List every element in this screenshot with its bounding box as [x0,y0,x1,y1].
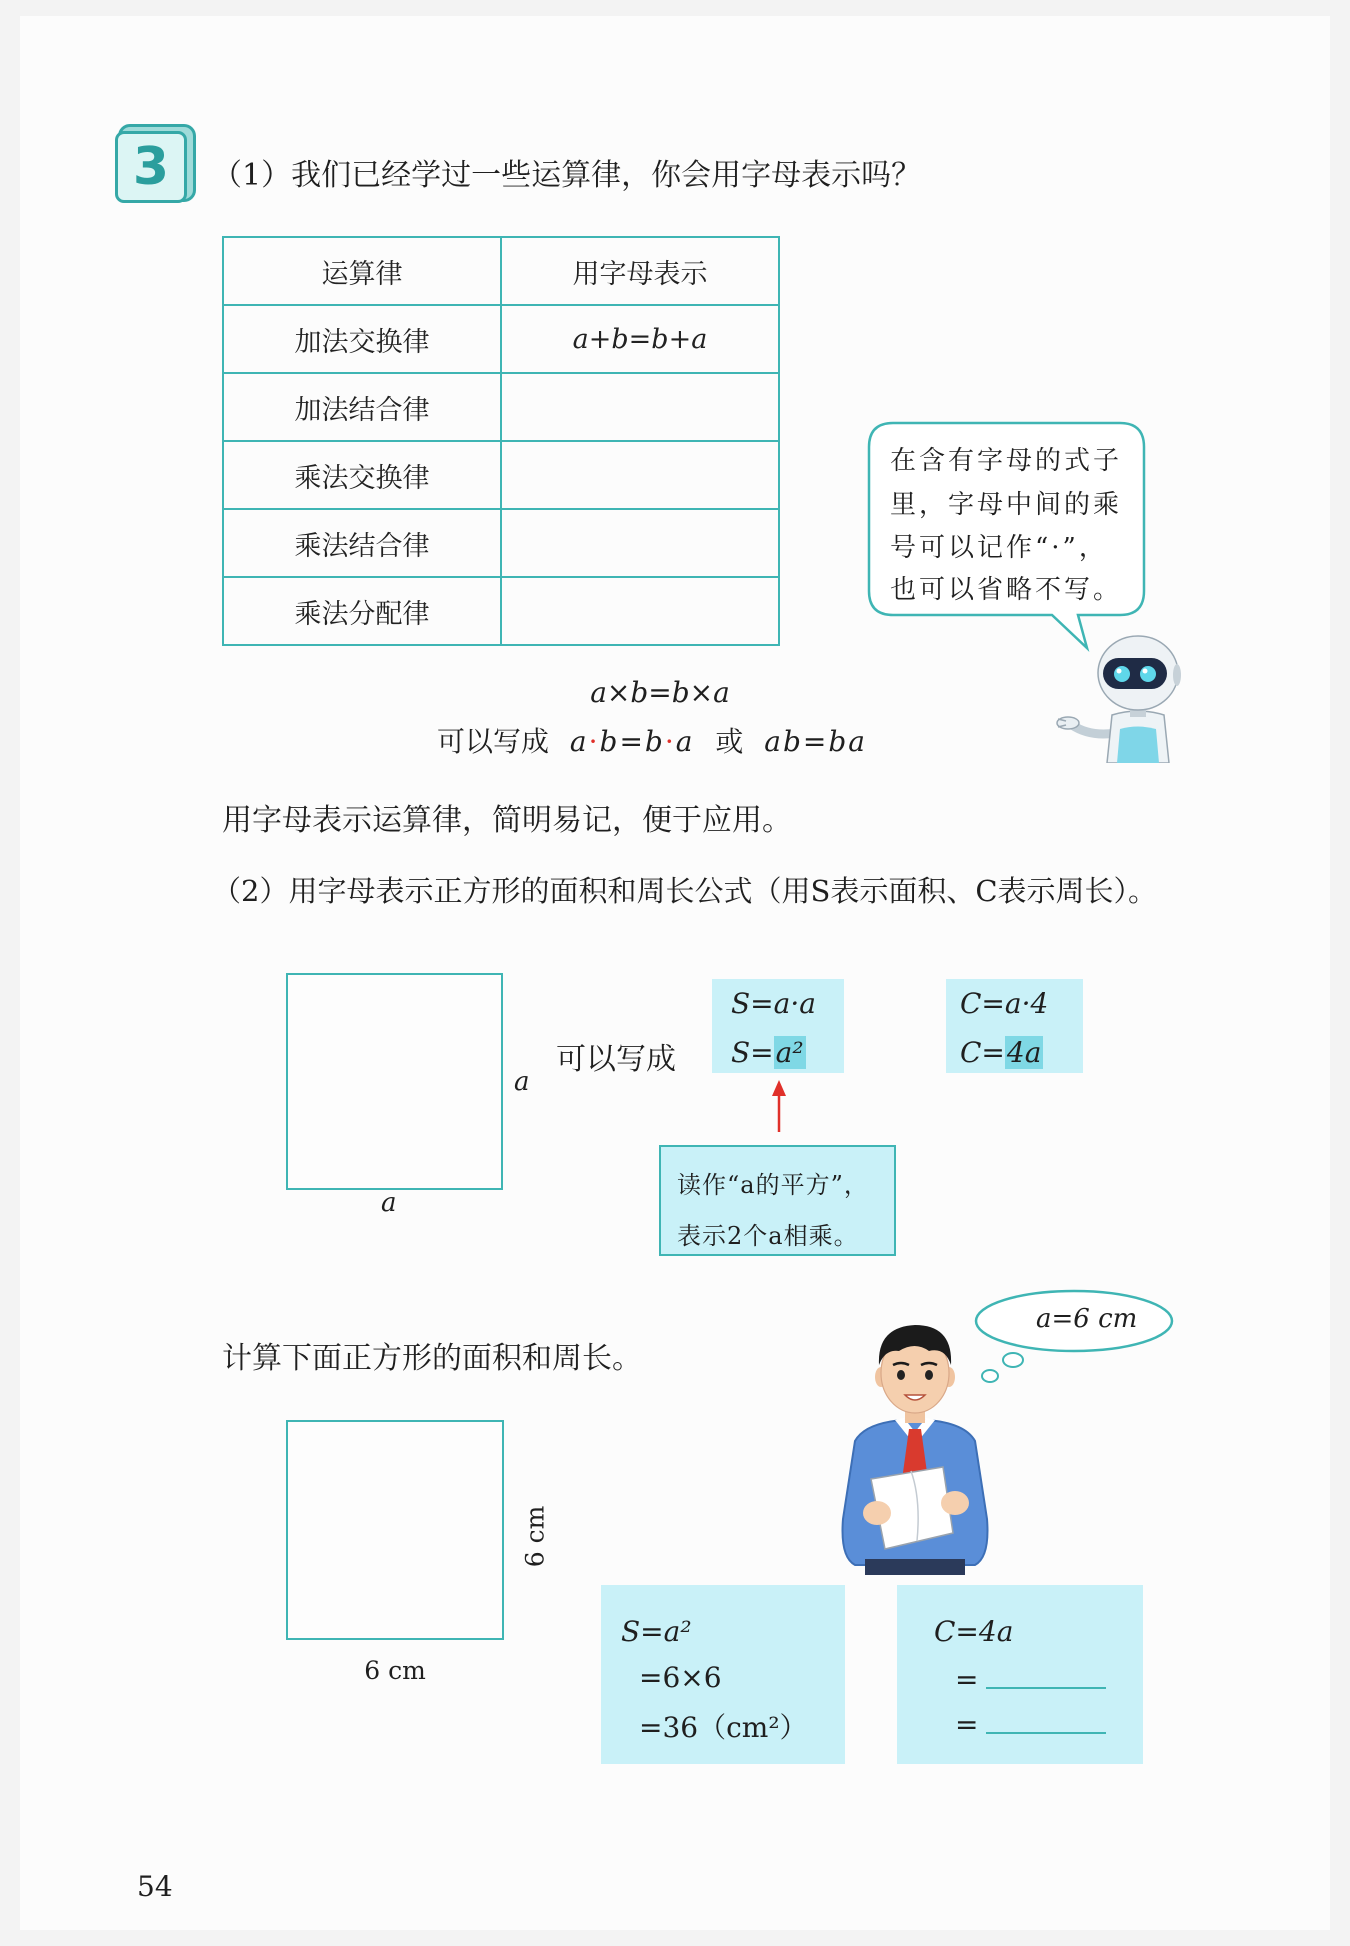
perimeter-calc-blank-line [955,1706,1106,1741]
note-line: 读作“a的平方”， [677,1171,869,1199]
area-calc-line: S=a² [621,1615,692,1648]
table-cell-formula: a+b=b+a [501,305,779,373]
table-header-law: 运算律 [223,237,501,305]
area-formula-prefix: S= [731,1036,774,1069]
perimeter-calculation-box [897,1585,1143,1764]
problem-number: 3 [132,137,170,197]
equals-sign: = [955,1663,979,1696]
area-formula-line [731,1036,806,1069]
note-line: 表示2个a相乘。 [677,1222,859,1250]
omitted-form-formula: ab=ba [764,725,867,758]
table-cell-law: 乘法分配律 [223,577,501,645]
arrow-up-icon [764,1078,794,1134]
answer-blank [986,1706,1106,1734]
table-cell-law: 乘法交换律 [223,441,501,509]
perimeter-formula-highlight: 4a [1006,1036,1042,1069]
example-formula: a×b=b×a [590,676,730,709]
example-rewrite-line [437,720,867,760]
can-write-as-label: 可以写成 [437,725,550,758]
reading-note-box [659,1145,896,1256]
area-calc-line: =6×6 [639,1661,722,1694]
table-cell-formula [501,441,779,509]
perimeter-calc-line: C=4a [934,1615,1014,1648]
square-diagram [286,973,503,1190]
speech-line: 号可以记作“·”， [890,533,1108,563]
perimeter-formula-prefix: C= [960,1036,1005,1069]
area-formula-box [712,979,844,1073]
table-cell-law: 加法结合律 [223,373,501,441]
perimeter-formula-box [946,979,1083,1073]
can-write-as-label: 可以写成 [556,1042,676,1077]
exercise-prompt: 计算下面正方形的面积和周长。 [222,1341,642,1376]
or-label: 或 [715,725,744,758]
boy-reading-icon [825,1319,1000,1575]
operation-laws-table [222,236,780,646]
table-row [223,373,779,441]
table-cell-law: 乘法结合律 [223,509,501,577]
part2-prompt: （2）用字母表示正方形的面积和周长公式（用S表示面积、C表示周长）。 [212,874,1158,908]
area-formula-line: S=a·a [731,987,816,1020]
answer-blank [986,1661,1106,1689]
thought-text [1036,1304,1137,1334]
problem-number-badge [115,131,187,203]
thought-value: a=6 cm [1036,1304,1138,1334]
table-row [223,577,779,645]
table-cell-law: 加法交换律 [223,305,501,373]
speech-line: 在含有字母的式子 [890,446,1123,476]
area-calc-line: =36（cm²） [639,1711,808,1744]
perimeter-formula-line: C=a·4 [960,987,1049,1020]
thought-bubble-icon [970,1286,1180,1386]
square-diagram-6cm [286,1420,504,1640]
perimeter-formula-line [960,1036,1043,1069]
square-bottom-label: a [381,1188,397,1218]
robot-icon [1056,631,1181,763]
table-row [223,441,779,509]
perimeter-calc-blank-line [955,1661,1106,1696]
equals-sign: = [955,1708,979,1741]
page-number: 54 [137,1870,173,1903]
square-side-label: 6 cm [520,1505,550,1568]
speech-line: 里，字母中间的乘 [890,490,1123,520]
area-calculation-box [601,1585,845,1764]
table-header-row [223,237,779,305]
dot-form-formula: a·b=b·a [569,725,695,758]
table-header-formula: 用字母表示 [501,237,779,305]
square-bottom-label: 6 cm [364,1656,426,1685]
speech-line: 也可以省略不写。 [890,575,1123,605]
table-cell-formula [501,509,779,577]
summary-text: 用字母表示运算律，简明易记，便于应用。 [222,803,792,838]
area-formula-highlight: a² [775,1036,804,1069]
table-cell-formula [501,373,779,441]
multiplication-dot: · [588,725,600,758]
part1-prompt: （1）我们已经学过一些运算律，你会用字母表示吗？ [212,158,922,193]
table-cell-formula [501,577,779,645]
multiplication-dot: · [664,725,676,758]
table-row [223,305,779,373]
table-row [223,509,779,577]
square-side-label: a [514,1067,530,1097]
